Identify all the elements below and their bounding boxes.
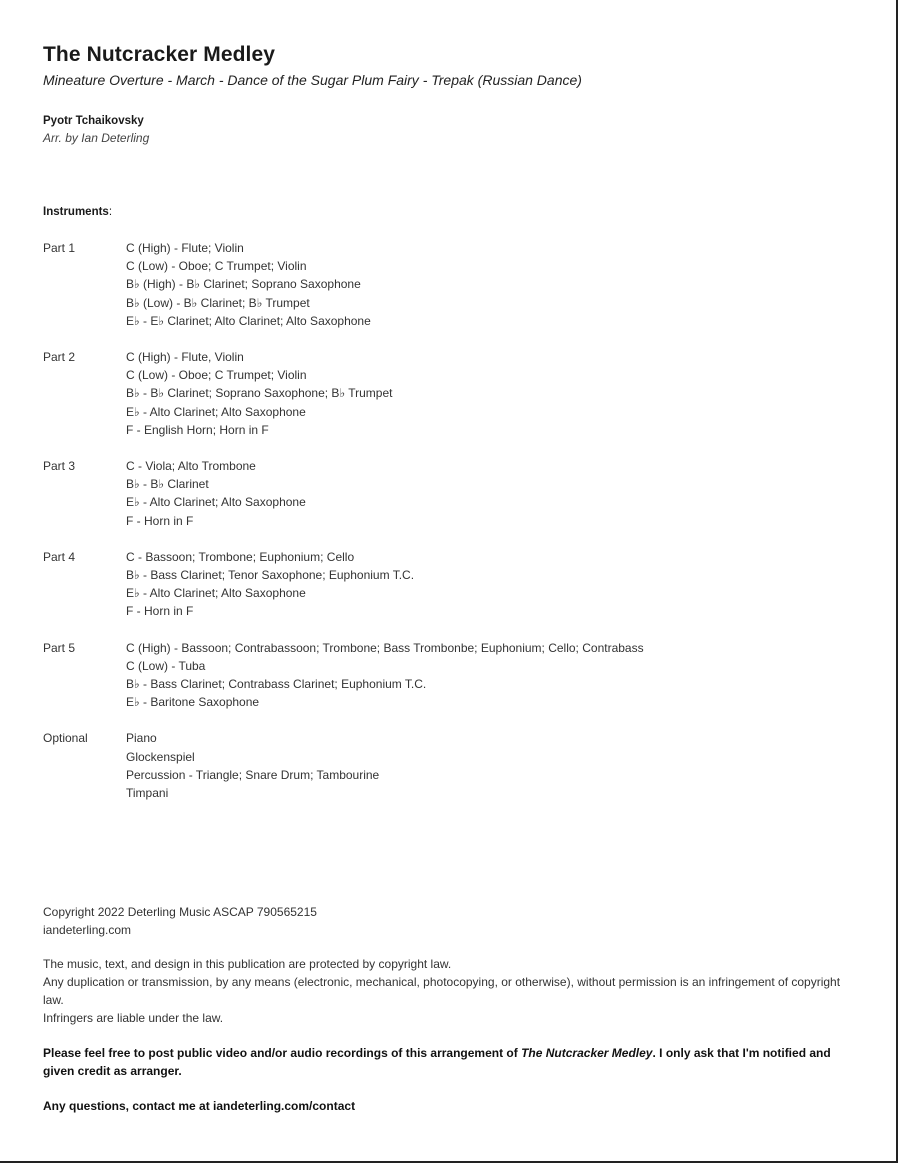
instrument-line: E♭ - Baritone Saxophone [126, 695, 260, 710]
document-page [43, 40, 863, 820]
part-label: Optional [43, 731, 88, 746]
part-2 [43, 348, 863, 439]
instrument-line: Glockenspiel [126, 749, 195, 764]
page-title: The Nutcracker Medley [43, 43, 276, 66]
part-instruments [126, 457, 863, 530]
copyright-notice [43, 955, 853, 1027]
notice-line: Any duplication or transmission, by any means (electronic, mechanical, photocopying, or otherwise), without permission is an infringement of copyright law. [43, 975, 841, 1007]
instrument-line: Timpani [126, 786, 169, 801]
note-text-before: Please feel free to post public video and/or audio recordings of this arrangement of [43, 1046, 522, 1060]
instrument-line: Piano [126, 731, 157, 746]
contact-line: Any questions, contact me at iandeterling.com/contact [43, 1099, 356, 1113]
instrument-line: E♭ - Alto Clarinet; Alto Saxophone [126, 586, 306, 601]
notice-line: Infringers are liable under the law. [43, 1011, 224, 1025]
part-3 [43, 457, 863, 530]
instrument-line: E♭ - E♭ Clarinet; Alto Clarinet; Alto Saxophone [126, 313, 371, 328]
part-1 [43, 239, 863, 330]
part-instruments [126, 729, 863, 802]
instrument-line: C (Low) - Oboe; C Trumpet; Violin [126, 259, 307, 274]
instrument-line: C - Bassoon; Trombone; Euphonium; Cello [126, 549, 355, 564]
arranger-credit: Arr. by Ian Deterling [43, 131, 150, 145]
instruments-heading-text: Instruments [43, 206, 109, 218]
instrument-line: B♭ - B♭ Clarinet [126, 477, 209, 492]
notice-line: The music, text, and design in this publication are protected by copyright law. [43, 957, 452, 971]
note-text-after: . I only ask that I'm notified and given credit as arranger. [43, 1046, 831, 1078]
instrument-line: B♭ - B♭ Clarinet; Soprano Saxophone; B♭ Trumpet [126, 386, 393, 401]
part-label: Part 4 [43, 549, 76, 564]
part-instruments [126, 548, 863, 621]
part-label: Part 2 [43, 350, 76, 365]
part-4 [43, 548, 863, 621]
instrument-line: F - English Horn; Horn in F [126, 422, 269, 437]
instrument-line: Percussion - Triangle; Snare Drum; Tambourine [126, 767, 380, 782]
page-subtitle: Mineature Overture - March - Dance of the Sugar Plum Fairy - Trepak (Russian Dance) [43, 72, 582, 88]
instruments-heading [43, 204, 863, 220]
part-label: Part 1 [43, 241, 76, 255]
website-line: iandeterling.com [43, 923, 132, 937]
instrument-line: B♭ - Bass Clarinet; Contrabass Clarinet; Euphonium T.C. [126, 677, 427, 692]
parts-list [43, 239, 863, 802]
instrument-line: C (High) - Bassoon; Contrabassoon; Trombone; Bass Trombonbe; Euphonium; Cello; Contrabass [126, 640, 644, 655]
copyright-block [43, 903, 853, 939]
instrument-line: C (Low) - Tuba [126, 658, 206, 673]
instrument-line: B♭ (Low) - B♭ Clarinet; B♭ Trumpet [126, 295, 310, 310]
instrument-line: B♭ - Bass Clarinet; Tenor Saxophone; Euphonium T.C. [126, 568, 415, 583]
instruments-heading-colon: : [108, 206, 113, 218]
instrument-line: C (Low) - Oboe; C Trumpet; Violin [126, 368, 307, 383]
instrument-line: E♭ - Alto Clarinet; Alto Saxophone [126, 404, 306, 419]
footer [43, 903, 853, 1115]
composer-name: Pyotr Tchaikovsky [43, 115, 144, 127]
recording-permission-note [43, 1044, 853, 1080]
part-optional [43, 729, 863, 802]
part-instruments [126, 239, 863, 330]
instrument-line: C (High) - Flute, Violin [126, 350, 244, 365]
instrument-line: E♭ - Alto Clarinet; Alto Saxophone [126, 495, 306, 510]
instrument-line: F - Horn in F [126, 513, 194, 528]
instrument-line: B♭ (High) - B♭ Clarinet; Soprano Saxophone [126, 277, 361, 292]
note-title: The Nutcracker Medley [521, 1046, 653, 1060]
part-instruments [126, 348, 863, 439]
part-label: Part 5 [43, 640, 76, 655]
instrument-line: C (High) - Flute; Violin [126, 241, 244, 255]
instrument-line: F - Horn in F [126, 604, 194, 619]
part-5 [43, 639, 863, 712]
part-label: Part 3 [43, 459, 76, 474]
copyright-line: Copyright 2022 Deterling Music ASCAP 790565215 [43, 905, 317, 919]
part-instruments [126, 639, 863, 712]
instrument-line: C - Viola; Alto Trombone [126, 459, 256, 474]
